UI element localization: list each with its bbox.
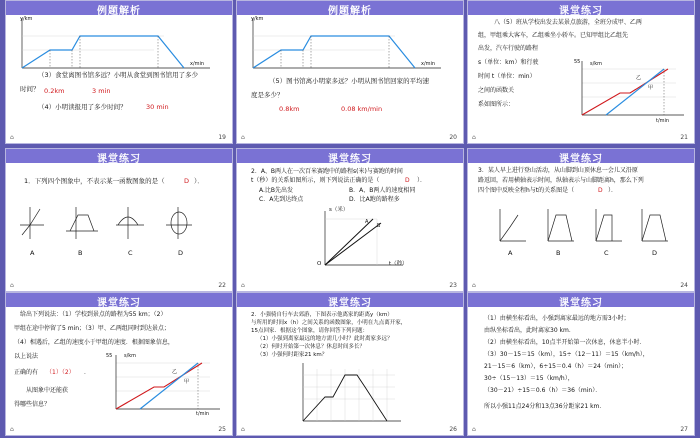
series-label: A <box>365 219 369 225</box>
origin-label: O <box>317 261 322 267</box>
function-graph-options <box>20 201 220 245</box>
slide-title: 例题解析 <box>328 6 372 17</box>
y-axis-label: s（米） <box>329 207 349 213</box>
question-text: （4）小明读报用了多少时间？ <box>38 103 127 111</box>
question-text: 之间的函数关 <box>478 87 515 94</box>
slide-title: 课堂练习 <box>97 154 141 165</box>
slide-thumbnail-19[interactable] <box>5 0 233 144</box>
question-text: 15点回家．根据这个图象，请你回答下列问题： <box>251 328 369 334</box>
slide-thumbnail-26[interactable] <box>236 292 464 436</box>
option-label: C <box>604 249 609 257</box>
solution-text: 21－15＝6（km），6÷15＝0.4（h）＝24（min）； <box>484 363 628 370</box>
answer-text: 0.2km <box>44 87 65 95</box>
question-text: s（单位：km）和行驶 <box>478 59 539 66</box>
x-axis-label: t（秒） <box>389 261 408 267</box>
answer-text: 30 min <box>146 103 169 111</box>
solution-text: （30－21）÷15＝0.6（h）＝36（min）． <box>484 387 602 394</box>
slide-header <box>6 1 232 15</box>
question-text: ）． <box>608 187 618 194</box>
prompt-text: 从图象中还能获 <box>26 387 69 394</box>
slide-header <box>6 149 232 163</box>
question-text: 四个图中反映全程h与t的关系图是（ <box>478 187 575 194</box>
slide-thumbnail-23[interactable] <box>236 148 464 292</box>
slide-thumbnail-27[interactable] <box>467 292 695 436</box>
option-label: A <box>30 249 35 257</box>
question-text: 八（5）班从学校出发去某景点旅游，全班分成甲、乙两 <box>494 19 642 26</box>
slide-title: 课堂练习 <box>328 154 372 165</box>
answer-text: 3 min <box>92 87 111 95</box>
question-text: 正确的有 <box>14 369 39 376</box>
slide-number: 24 <box>680 282 688 289</box>
question-text: 组，甲组乘大客车，乙组乘坐小轿车。已知甲组比乙组先 <box>478 32 629 39</box>
slide-number: 26 <box>449 426 457 433</box>
slide-header <box>468 293 694 307</box>
option-label: D <box>178 249 184 257</box>
question-text: ）． <box>194 177 204 185</box>
option-text: C．A先到达终点 <box>259 196 304 203</box>
x-axis-label: x/min <box>421 61 436 67</box>
slide-title: 课堂练习 <box>559 298 603 309</box>
slide-title: 课堂练习 <box>559 154 603 165</box>
slide-number: 27 <box>680 426 688 433</box>
question-text: （4）相遇后，乙组的速度小于甲组的速度．根据图象信息， <box>14 339 174 346</box>
slide-header <box>6 293 232 307</box>
slide-number: 22 <box>218 282 226 289</box>
y-axis-label: s/km <box>124 353 137 359</box>
question-text: 以上说法 <box>14 353 39 360</box>
distance-time-graph <box>245 16 445 74</box>
option-label: D <box>652 249 658 257</box>
slide-note-icon: ⌂ <box>472 426 476 433</box>
y-tick-label: 55 <box>574 59 581 65</box>
slide-thumbnail-21[interactable] <box>467 0 695 144</box>
prompt-text: 得哪些信息？ <box>14 401 51 408</box>
slide-note-icon: ⌂ <box>10 134 14 141</box>
y-axis-label: y/km <box>20 16 33 22</box>
question-text: 时间 t（单位：min） <box>478 73 536 80</box>
option-label: B <box>556 249 561 257</box>
answer-text: 0.08 km/min <box>341 105 383 113</box>
solution-text: （3）30－15＝15（km），15÷（12－11）＝15（km/h）， <box>484 351 649 358</box>
question-text: （2）何时开始第一次休息？休息时间多长？ <box>257 344 366 350</box>
slide-thumbnail-22[interactable] <box>5 148 233 292</box>
slide-number: 23 <box>449 282 457 289</box>
slide-note-icon: ⌂ <box>241 282 245 289</box>
x-axis-label: t/min <box>196 411 210 417</box>
x-axis-label: t/min <box>656 118 670 124</box>
solution-text: 30÷（15－13）＝15（km/h）， <box>484 375 574 382</box>
slide-number: 20 <box>449 134 457 141</box>
slide-thumbnail-24[interactable] <box>467 148 695 292</box>
option-label: A <box>508 249 513 257</box>
y-tick-label: 55 <box>106 353 113 359</box>
question-text: t（秒）的关系如图所示，则下列说法正确的是（ <box>251 177 380 184</box>
solution-text: 所以小强11点24分和13点36分距家21 km． <box>484 403 606 410</box>
slide-note-icon: ⌂ <box>10 426 14 433</box>
answer-text: D <box>598 187 603 194</box>
answer-text: （1）（2） <box>46 369 75 376</box>
slide-note-icon: ⌂ <box>10 282 14 289</box>
question-text: 系如图所示： <box>478 101 515 108</box>
slide-note-icon: ⌂ <box>241 426 245 433</box>
travel-graph <box>572 59 688 125</box>
question-text: （3）小强何时距家21 km？ <box>257 352 328 358</box>
answer-text: D <box>405 177 410 184</box>
question-text: 度是多少？ <box>251 91 284 99</box>
distance-time-graph <box>14 16 214 74</box>
climb-graph-options <box>496 203 676 247</box>
slide-title: 课堂练习 <box>97 298 141 309</box>
slide-header <box>237 1 463 15</box>
slide-number: 25 <box>218 426 226 433</box>
travel-graph <box>106 353 226 419</box>
slide-number: 21 <box>680 134 688 141</box>
slide-number: 19 <box>218 134 226 141</box>
question-text: 时间？ <box>20 85 40 93</box>
question-text: 与所用的时间x（h）之间关系的函数图象，小明在九点离开家， <box>251 320 407 326</box>
question-text: （1）小强到离家最远的地方需几小时？此时离家多远？ <box>257 336 393 342</box>
option-text: D．比A跑的路程多 <box>349 196 400 203</box>
option-label: C <box>128 249 133 257</box>
question-text: 1．下列四个图象中，不表示某一函数图象的是（ <box>24 177 165 185</box>
y-axis-label: y/km <box>251 16 264 22</box>
question-text: 给出下列说法：（1）学校到景点的路程为55 km；（2） <box>20 311 167 318</box>
x-axis-label: x/min <box>190 61 205 67</box>
option-text: A.比B先出发 <box>259 187 294 194</box>
answer-text: 0.8km <box>279 105 300 113</box>
slide-note-icon: ⌂ <box>241 134 245 141</box>
question-text: 出发，汽车行驶的路程 <box>478 45 539 52</box>
option-label: B <box>78 249 83 257</box>
question-text: 3．某人早上进行登山活动，从山脚到山顶休息一会儿又沿原 <box>478 167 638 174</box>
question-text: ． <box>84 369 91 376</box>
question-text: 甲组在途中停留了5 min；（3）甲、乙两组同时到达景点； <box>14 325 170 332</box>
series-label: B <box>377 223 381 229</box>
slide-thumbnail-25[interactable] <box>5 292 233 436</box>
slide-thumbnail-20[interactable] <box>236 0 464 144</box>
answer-text: D <box>184 177 190 185</box>
slide-note-icon: ⌂ <box>472 282 476 289</box>
slide-title: 课堂练习 <box>328 298 372 309</box>
question-text: （3）食堂离图书馆多远？小明从食堂到图书馆用了多少 <box>38 71 199 79</box>
series-label: 甲 <box>184 379 190 385</box>
question-text: 2．小强骑自行车去郊游，下图表示他离家的距离y（km） <box>251 312 393 318</box>
solution-text: 由纵坐标看出，此时离家30 km． <box>484 327 575 334</box>
slide-title: 课堂练习 <box>559 6 603 17</box>
y-axis-label: s/km <box>590 61 603 67</box>
question-text: （5）图书馆离小明家多远？小明从图书馆回家的平均速 <box>269 77 430 85</box>
series-label: 乙 <box>172 369 178 375</box>
distance-time-graph <box>295 361 405 427</box>
solution-text: （2）由横坐标看出，10点半开始第一次休息，休息半小时． <box>484 339 646 346</box>
question-text: 2．A、B两人在一次百米赛跑中的路程s(米)与赛跑的时间 <box>251 168 403 175</box>
series-label: 甲 <box>648 85 654 91</box>
slide-header <box>237 149 463 163</box>
question-text: ）． <box>417 177 427 184</box>
series-label: 乙 <box>636 75 642 81</box>
slide-title: 例题解析 <box>97 6 141 17</box>
solution-text: （1）由横坐标看出，小强到离家最远的地方需3小时； <box>484 315 630 322</box>
option-text: B．A、B两人的速度相同 <box>349 187 416 194</box>
slide-note-icon: ⌂ <box>472 134 476 141</box>
slide-header <box>468 1 694 15</box>
slide-header <box>237 293 463 307</box>
question-text: 路返回，若用横轴表示时间，纵轴表示与山脚距离h，那么下列 <box>478 177 644 184</box>
slide-header <box>468 149 694 163</box>
